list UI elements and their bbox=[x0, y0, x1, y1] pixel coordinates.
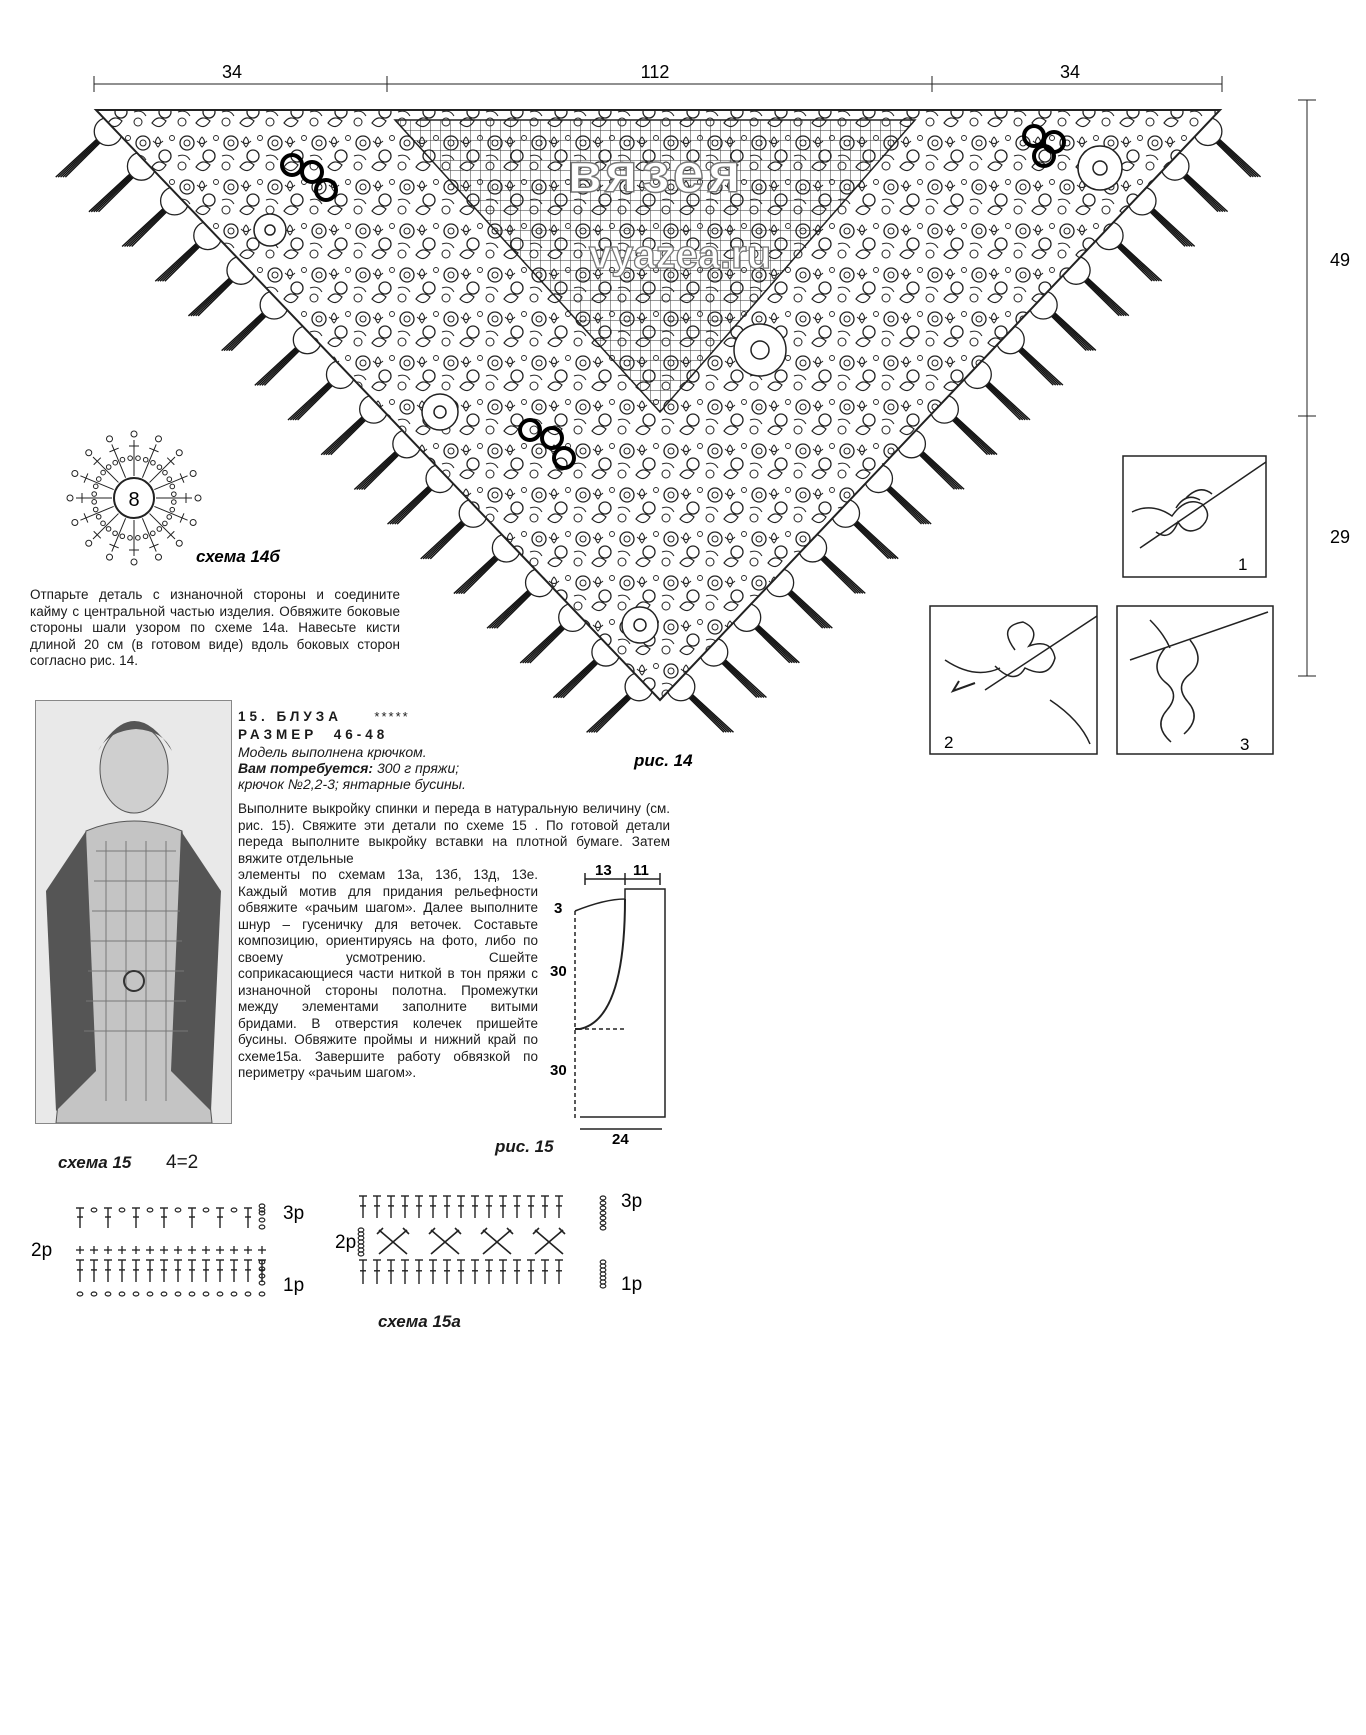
double-crochet-symbol bbox=[216, 1208, 224, 1228]
double-crochet-symbol bbox=[457, 1196, 465, 1218]
chain-symbol bbox=[600, 1284, 606, 1288]
double-crochet-symbol bbox=[527, 1260, 535, 1284]
dim-top-center: 112 bbox=[640, 62, 670, 82]
double-crochet-symbol bbox=[401, 1260, 409, 1284]
double-crochet-symbol bbox=[387, 1196, 395, 1218]
chain-symbol bbox=[77, 1292, 83, 1296]
chain-symbol bbox=[358, 1252, 364, 1256]
chain-symbol bbox=[203, 1208, 209, 1212]
dim-top-left: 34 bbox=[221, 62, 243, 82]
single-crochet-symbol bbox=[132, 1246, 140, 1254]
scheme-15a-diagram bbox=[358, 1196, 606, 1288]
scheme-15-row-2: 2р bbox=[31, 1240, 53, 1261]
double-crochet-symbol bbox=[415, 1260, 423, 1284]
double-crochet-symbol bbox=[132, 1260, 140, 1282]
pattern-top-label-2: 11 bbox=[633, 865, 649, 879]
chain-symbol bbox=[217, 1292, 223, 1296]
chain-symbol bbox=[259, 1225, 265, 1229]
chain-symbol bbox=[147, 1292, 153, 1296]
double-crochet-symbol bbox=[76, 1208, 84, 1228]
blouse-instructions-top: Выполните выкройку спинки и переда в натуральную величину (см. рис. 15). Свяжите эти детали по схеме 15 . По готовой детали переда выполните выкройку вставки на плотной бумаге. Затем вяжите отдельные bbox=[238, 801, 670, 866]
double-crochet-symbol bbox=[499, 1196, 507, 1218]
double-crochet-symbol bbox=[359, 1196, 367, 1218]
double-crochet-symbol bbox=[188, 1208, 196, 1228]
chain-symbol bbox=[133, 1292, 139, 1296]
watermark-title: вязея bbox=[567, 141, 745, 204]
double-crochet-symbol bbox=[429, 1196, 437, 1218]
crossed-stitch-symbol bbox=[533, 1228, 565, 1254]
chain-symbol bbox=[259, 1292, 265, 1296]
scheme-15a-row-3: 3р bbox=[621, 1191, 643, 1212]
crossed-stitch-symbol bbox=[481, 1228, 513, 1254]
single-crochet-symbol bbox=[202, 1246, 210, 1254]
scheme-15-row-3: 3р bbox=[283, 1203, 305, 1224]
double-crochet-symbol bbox=[401, 1196, 409, 1218]
chain-symbol bbox=[119, 1292, 125, 1296]
scheme-14b-caption: схема 14б bbox=[196, 547, 280, 566]
chain-symbol bbox=[600, 1201, 606, 1205]
double-crochet-symbol bbox=[188, 1260, 196, 1282]
double-crochet-symbol bbox=[230, 1260, 238, 1282]
chain-symbol bbox=[119, 1208, 125, 1212]
chain-symbol bbox=[147, 1208, 153, 1212]
scheme-14b-center-number: 8 bbox=[128, 489, 140, 511]
pattern-15-diagram bbox=[550, 865, 690, 1145]
dim-top-right: 34 bbox=[1059, 62, 1081, 82]
single-crochet-symbol bbox=[188, 1246, 196, 1254]
size-value: 46-48 bbox=[333, 727, 389, 742]
scheme-15a-caption: схема 15а bbox=[378, 1312, 461, 1331]
schemes-15-diagrams bbox=[25, 1168, 665, 1318]
shawl-drawing bbox=[0, 0, 1366, 800]
double-crochet-symbol bbox=[499, 1260, 507, 1284]
single-crochet-symbol bbox=[160, 1246, 168, 1254]
step-3-label: 3 bbox=[1240, 735, 1250, 754]
scheme-15-repeat: 4=2 bbox=[166, 1152, 199, 1173]
chain-symbol bbox=[259, 1218, 265, 1222]
chain-symbol bbox=[175, 1292, 181, 1296]
single-crochet-symbol bbox=[146, 1246, 154, 1254]
double-crochet-symbol bbox=[471, 1260, 479, 1284]
chain-symbol bbox=[91, 1292, 97, 1296]
materials-hook: крючок №2,2-3; янтарные бусины. bbox=[238, 776, 466, 792]
double-crochet-symbol bbox=[429, 1260, 437, 1284]
single-crochet-symbol bbox=[76, 1246, 84, 1254]
double-crochet-symbol bbox=[513, 1196, 521, 1218]
watermark-url: vyazea.ru bbox=[588, 233, 772, 277]
chain-symbol bbox=[189, 1292, 195, 1296]
double-crochet-symbol bbox=[541, 1260, 549, 1284]
chain-symbol bbox=[600, 1221, 606, 1225]
pattern-bottom-label: 24 bbox=[612, 1131, 629, 1145]
chain-symbol bbox=[175, 1208, 181, 1212]
double-crochet-symbol bbox=[485, 1196, 493, 1218]
single-crochet-symbol bbox=[244, 1246, 252, 1254]
crossed-stitch-symbol bbox=[429, 1228, 461, 1254]
double-crochet-symbol bbox=[359, 1260, 367, 1284]
dim-right-lower: 29 bbox=[1330, 527, 1351, 547]
single-crochet-symbol bbox=[90, 1246, 98, 1254]
single-crochet-symbol bbox=[118, 1246, 126, 1254]
double-crochet-symbol bbox=[471, 1196, 479, 1218]
double-crochet-symbol bbox=[160, 1260, 168, 1282]
chain-symbol bbox=[259, 1211, 265, 1215]
double-crochet-symbol bbox=[244, 1208, 252, 1228]
double-crochet-symbol bbox=[485, 1260, 493, 1284]
dim-right-upper: 49 bbox=[1330, 250, 1351, 270]
materials-yarn: 300 г пряжи; bbox=[376, 760, 460, 776]
double-crochet-symbol bbox=[90, 1260, 98, 1282]
chain-symbol bbox=[259, 1204, 265, 1208]
chain-symbol bbox=[259, 1281, 265, 1285]
chain-symbol bbox=[600, 1211, 606, 1215]
materials-label: Вам потребуется: bbox=[238, 760, 374, 776]
single-crochet-symbol bbox=[104, 1246, 112, 1254]
figure-14-caption: рис. 14 bbox=[634, 751, 693, 770]
step-1-label: 1 bbox=[1238, 555, 1248, 574]
chain-symbol bbox=[600, 1206, 606, 1210]
double-crochet-symbol bbox=[555, 1260, 563, 1284]
chain-symbol bbox=[203, 1292, 209, 1296]
double-crochet-symbol bbox=[244, 1260, 252, 1282]
double-crochet-symbol bbox=[104, 1260, 112, 1282]
double-crochet-symbol bbox=[527, 1196, 535, 1218]
scheme-15-row-1: 1р bbox=[283, 1275, 305, 1296]
single-crochet-symbol bbox=[258, 1246, 266, 1254]
chain-symbol bbox=[600, 1196, 606, 1200]
step-illustrations bbox=[930, 456, 1273, 754]
scheme-15a-row-1: 1р bbox=[621, 1274, 643, 1295]
blouse-header bbox=[238, 708, 678, 792]
double-crochet-symbol bbox=[387, 1260, 395, 1284]
double-crochet-symbol bbox=[541, 1196, 549, 1218]
single-crochet-symbol bbox=[174, 1246, 182, 1254]
double-crochet-symbol bbox=[132, 1208, 140, 1228]
double-crochet-symbol bbox=[415, 1196, 423, 1218]
double-crochet-symbol bbox=[457, 1260, 465, 1284]
double-crochet-symbol bbox=[513, 1260, 521, 1284]
chain-symbol bbox=[161, 1292, 167, 1296]
single-crochet-symbol bbox=[216, 1246, 224, 1254]
pattern-side-label-1: 3 bbox=[554, 900, 563, 917]
chain-symbol bbox=[231, 1292, 237, 1296]
pattern-side-label-2: 30 bbox=[550, 963, 567, 980]
double-crochet-symbol bbox=[373, 1196, 381, 1218]
model-photo-figure bbox=[36, 701, 231, 1123]
model-photo bbox=[35, 700, 232, 1124]
chain-symbol bbox=[91, 1208, 97, 1212]
crossed-stitch-symbol bbox=[377, 1228, 409, 1254]
model-note: Модель выполнена крючком. bbox=[238, 744, 427, 760]
double-crochet-symbol bbox=[76, 1260, 84, 1282]
double-crochet-symbol bbox=[373, 1260, 381, 1284]
scheme-15a-row-2: 2р bbox=[335, 1232, 357, 1253]
pattern-top-label-1: 13 bbox=[595, 865, 612, 879]
double-crochet-symbol bbox=[104, 1208, 112, 1228]
double-crochet-symbol bbox=[216, 1260, 224, 1282]
double-crochet-symbol bbox=[443, 1260, 451, 1284]
size-label: РАЗМЕР bbox=[238, 727, 318, 742]
double-crochet-symbol bbox=[443, 1196, 451, 1218]
scheme-15-diagram bbox=[76, 1204, 266, 1296]
single-crochet-symbol bbox=[230, 1246, 238, 1254]
double-crochet-symbol bbox=[118, 1260, 126, 1282]
chain-symbol bbox=[105, 1292, 111, 1296]
blouse-title: 15. БЛУЗА bbox=[238, 709, 342, 724]
finishing-instructions: Отпарьте деталь с изнаночной стороны и соедините кайму с центральной частью изделия. Обвяжите боковые стороны шали узором по схеме 14а. Навесьте кисти длиной 20 см (в готовом виде) вдоль боковых сторон согласно рис. 14. bbox=[30, 587, 400, 668]
chain-symbol bbox=[600, 1216, 606, 1220]
chain-symbol bbox=[231, 1208, 237, 1212]
scheme-15-caption: схема 15 bbox=[58, 1153, 132, 1172]
chain-symbol bbox=[245, 1292, 251, 1296]
double-crochet-symbol bbox=[174, 1260, 182, 1282]
double-crochet-symbol bbox=[555, 1196, 563, 1218]
difficulty-stars: ***** bbox=[374, 709, 410, 724]
double-crochet-symbol bbox=[160, 1208, 168, 1228]
pattern-side-label-3: 30 bbox=[550, 1062, 567, 1079]
double-crochet-symbol bbox=[146, 1260, 154, 1282]
blouse-instructions-main: элементы по схемам 13а, 13б, 13д, 13е. Каждый мотив для придания рельефности обвяжите «рачьим шагом». Далее выполните шнур – гусеничку для веточек. Составьте композицию, ориентируясь на фото, либо по своему усмотрению. Сшейте соприкасающиеся части ниткой в тон пряжи с изнаночной стороны полотна. Промежутки между элементами заполните витыми бридами. В отверстия колечек пришейте бусины. Обвяжите проймы и нижний край по схеме15а. Завершите работу обвязкой по периметру «рачьим шагом». bbox=[238, 867, 538, 1080]
figure-15-caption: рис. 15 bbox=[495, 1137, 554, 1156]
double-crochet-symbol bbox=[202, 1260, 210, 1282]
step-2-label: 2 bbox=[944, 733, 954, 752]
chain-symbol bbox=[600, 1226, 606, 1230]
